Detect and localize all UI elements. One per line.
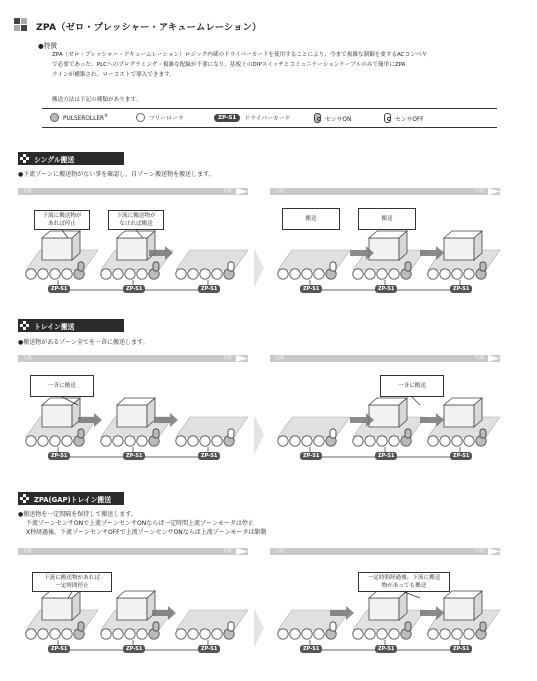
conveyor-zone-belt [278,417,350,437]
free-roller-icon [125,436,135,446]
free-roller-icon [200,269,210,279]
free-roller-icon [188,629,198,639]
free-roller-icon [365,269,375,279]
callout-box: 一斉に搬送 [30,375,94,397]
free-roller-icon [200,629,210,639]
free-roller-icon [137,436,147,446]
conveyor-panel [18,188,248,308]
upstream-label: 上流 [274,188,285,194]
free-roller-icon [464,629,474,639]
free-roller-icon [38,629,48,639]
driver-card-badge: ZP-S1 [300,285,322,293]
free-roller-icon [440,629,450,639]
sensor-off-icon [330,262,336,271]
free-roller-icon [188,269,198,279]
sensor-on-icon [405,262,411,271]
package-box [117,591,155,620]
free-roller-icon [365,436,375,446]
step-arrow-icon [254,248,264,288]
step-arrow-icon [254,608,264,648]
features-line: ZPA（ゼロ・プレッシャー・アキュームレーション）ロジック内蔵のドライバーカードを使用することにより、今まで複雑な制御を要するACコンベヤ [52,52,428,58]
driver-card-badge: ZP-S1 [123,452,145,460]
sensor-off-icon [228,429,234,438]
section-title: ZPA(GAP)トレイン搬送 [34,495,112,504]
driver-card-badge: ZP-S1 [48,645,70,653]
free-roller-icon [290,436,300,446]
sensor-on-icon [480,262,486,271]
package-box [369,231,407,260]
free-roller-icon [377,436,387,446]
section-star-icon [20,321,30,331]
section-title: トレイン搬送 [34,322,75,331]
callout-box: 下流に搬送物が なければ搬送 [108,210,164,230]
free-roller-icon [464,269,474,279]
free-roller-icon [389,436,399,446]
driver-card-badge: ZP-S1 [300,645,322,653]
conveyor-panel [270,355,500,475]
free-roller-icon [389,269,399,279]
driver-card-badge: ZP-S1 [198,285,220,293]
free-roller-icon [101,436,111,446]
legend-sensor-on-label: センサON [325,116,352,123]
sensor-on-icon [405,622,411,631]
logo-squares-icon [14,18,28,32]
conveyor-panel [270,548,500,668]
free-roller-icon [440,269,450,279]
desc-line: ●搬送物を一定間隔を保持して搬送します。 [18,511,137,518]
section-star-icon [20,154,30,164]
sensor-on-icon [480,429,486,438]
package-box [117,398,155,427]
free-roller-icon [50,436,60,446]
callout-box: 一定時間経過後、下流に搬送 物があっても搬送 [358,572,450,592]
sensor-on-icon [78,262,84,271]
downstream-label: 下流 [221,188,232,194]
free-roller-icon [302,436,312,446]
package-box [444,591,482,620]
sensor-on-icon [78,429,84,438]
free-roller-icon [353,436,363,446]
downstream-label: 下流 [473,548,484,554]
free-roller-icon [314,269,324,279]
legend-driver-card-label: ドライバーカード [244,116,291,122]
sensor-on-icon [153,262,159,271]
driver-card-badge: ZP-S1 [450,452,472,460]
conveyor-panel [18,355,248,475]
free-roller-icon [176,269,186,279]
upstream-label: 上流 [274,355,285,361]
conveyor-zone-belt [176,250,248,270]
legend [42,108,497,128]
free-roller-icon [62,269,72,279]
free-roller-icon [353,269,363,279]
free-roller-icon [176,629,186,639]
callout-box: 搬送 [358,208,416,230]
callout-box: 下流に搬送物が あれば停止 [34,210,90,230]
conveyor-zone-belt [278,250,350,270]
desc-line: ●搬送物があるゾーン全てを一斉に搬送します。 [18,339,149,346]
upstream-label: 上流 [22,548,33,554]
legend-pulseroller-label: PULSEROLLER® [63,113,109,122]
driver-card-badge: ZP-S1 [48,452,70,460]
free-roller-icon [176,436,186,446]
free-roller-icon [428,269,438,279]
callout-box: 下流に搬送物があれば 一定時間停止 [32,572,112,592]
section-header-single [18,152,124,165]
free-roller-icon [377,269,387,279]
downstream-label: 下流 [473,355,484,361]
callout-box: 搬送 [282,208,340,230]
methods-intro: 搬送方法は下記の種類があります。 [52,97,142,103]
free-roller-icon [452,436,462,446]
downstream-label: 下流 [473,188,484,194]
free-roller-icon [314,436,324,446]
features-text [52,50,512,80]
free-roller-icon [136,113,145,122]
section-desc-train [18,338,149,347]
section-header-train [18,319,124,332]
free-roller-icon [188,436,198,446]
page-header [14,14,514,34]
driver-card-badge: ZP-S1 [300,452,322,460]
free-roller-icon [200,436,210,446]
sensor-off-icon [330,429,336,438]
free-roller-icon [113,629,123,639]
driver-card-badge: ZP-S1 [450,645,472,653]
features-line: ラインが構築され、ローコストで導入できます。 [52,72,175,78]
section-header-gap-train [18,492,124,505]
free-roller-icon [377,629,387,639]
driver-card-badge: ZP-S1 [375,645,397,653]
free-roller-icon [278,269,288,279]
driver-card-badge: ZP-S1 [375,285,397,293]
free-roller-icon [428,629,438,639]
free-roller-icon [38,269,48,279]
legend-sensor-on [314,113,351,123]
free-roller-icon [302,269,312,279]
section-desc-gap-train [18,510,266,537]
features-label: ●特徴 [38,42,57,50]
free-roller-icon [278,629,288,639]
free-roller-icon [62,629,72,639]
desc-line: ●下流ゾーンに搬送物がない事を確認し、自ゾーン搬送物を搬送します。 [18,171,215,178]
section-star-icon [20,494,30,504]
free-roller-icon [389,629,399,639]
free-roller-icon [440,436,450,446]
driver-card-badge: ZP-S1 [198,645,220,653]
package-box [444,231,482,260]
upstream-label: 上流 [22,188,33,194]
free-roller-icon [353,629,363,639]
package-box [42,398,80,427]
section-title: シングル搬送 [34,155,75,164]
sensor-on-icon [153,429,159,438]
driver-card-badge: ZP-S1 [123,645,145,653]
pulseroller-icon [50,113,59,122]
desc-line: X秒経過後、下流ゾーンセンサOFFで上流ゾーンセンサONならば上流ゾーンモータは駆動 [26,529,267,536]
free-roller-icon [26,269,36,279]
free-roller-icon [278,436,288,446]
sensor-on-icon [405,429,411,438]
sensor-on-icon [480,622,486,631]
section-desc-single [18,170,215,179]
sensor-on-icon [78,622,84,631]
desc-line: 下流ゾーンセンサONで上流ゾーンセンサONならば一定時間上流ゾーンモータは停止 [26,520,254,527]
free-roller-icon [137,629,147,639]
driver-card-badge: ZP-S1 [198,452,220,460]
conveyor-zone-belt [176,417,248,437]
free-roller-icon [137,269,147,279]
sensor-on-icon [153,622,159,631]
package-box [42,231,80,260]
upstream-label: 上流 [274,548,285,554]
free-roller-icon [125,269,135,279]
features-line: で必要であった、PLCへのプログラミング・複雑な配線が不要になり、基板上のDIPスイッチとコミュニケーションケーブルのみで簡単にZPA [52,62,406,68]
sensor-off-icon [228,262,234,271]
free-roller-icon [113,436,123,446]
sensor-off-icon [228,622,234,631]
driver-card-badge: ZP-S1 [450,285,472,293]
conveyor-panel [18,548,248,668]
legend-free-roller-label: フリーローラ [149,116,184,122]
free-roller-icon [314,629,324,639]
legend-driver-card [214,113,290,122]
free-roller-icon [212,629,222,639]
conveyor-zone-belt [176,610,248,630]
sensor-on-icon [314,113,321,123]
page-title: ZPA（ゼロ・プレッシャー・アキュームレーション） [36,22,262,33]
free-roller-icon [50,269,60,279]
legend-free-roller [136,113,184,122]
free-roller-icon [212,436,222,446]
free-roller-icon [365,629,375,639]
upstream-label: 上流 [22,355,33,361]
package-box [42,591,80,620]
free-roller-icon [26,629,36,639]
driver-card-badge: ZP-S1 [375,452,397,460]
downstream-label: 下流 [221,548,232,554]
step-arrow-icon [254,415,264,455]
legend-pulseroller [50,113,108,122]
conveyor-panel [270,188,500,308]
free-roller-icon [464,436,474,446]
free-roller-icon [452,629,462,639]
free-roller-icon [101,629,111,639]
downstream-label: 下流 [221,355,232,361]
free-roller-icon [302,629,312,639]
driver-card-badge: ZP-S1 [48,285,70,293]
free-roller-icon [212,269,222,279]
sensor-off-icon [384,113,391,123]
free-roller-icon [290,629,300,639]
package-box [444,398,482,427]
legend-sensor-off [384,113,424,123]
free-roller-icon [50,629,60,639]
legend-sensor-off-label: センサOFF [395,116,424,123]
callout-box: 一斉に搬送 [380,375,444,397]
package-box [369,591,407,620]
free-roller-icon [62,436,72,446]
package-box [369,398,407,427]
free-roller-icon [26,436,36,446]
free-roller-icon [101,269,111,279]
driver-card-badge: ZP-S1 [214,114,240,122]
sensor-off-icon [330,622,336,631]
free-roller-icon [452,269,462,279]
free-roller-icon [38,436,48,446]
free-roller-icon [428,436,438,446]
free-roller-icon [113,269,123,279]
driver-card-badge: ZP-S1 [123,285,145,293]
free-roller-icon [125,629,135,639]
free-roller-icon [290,269,300,279]
